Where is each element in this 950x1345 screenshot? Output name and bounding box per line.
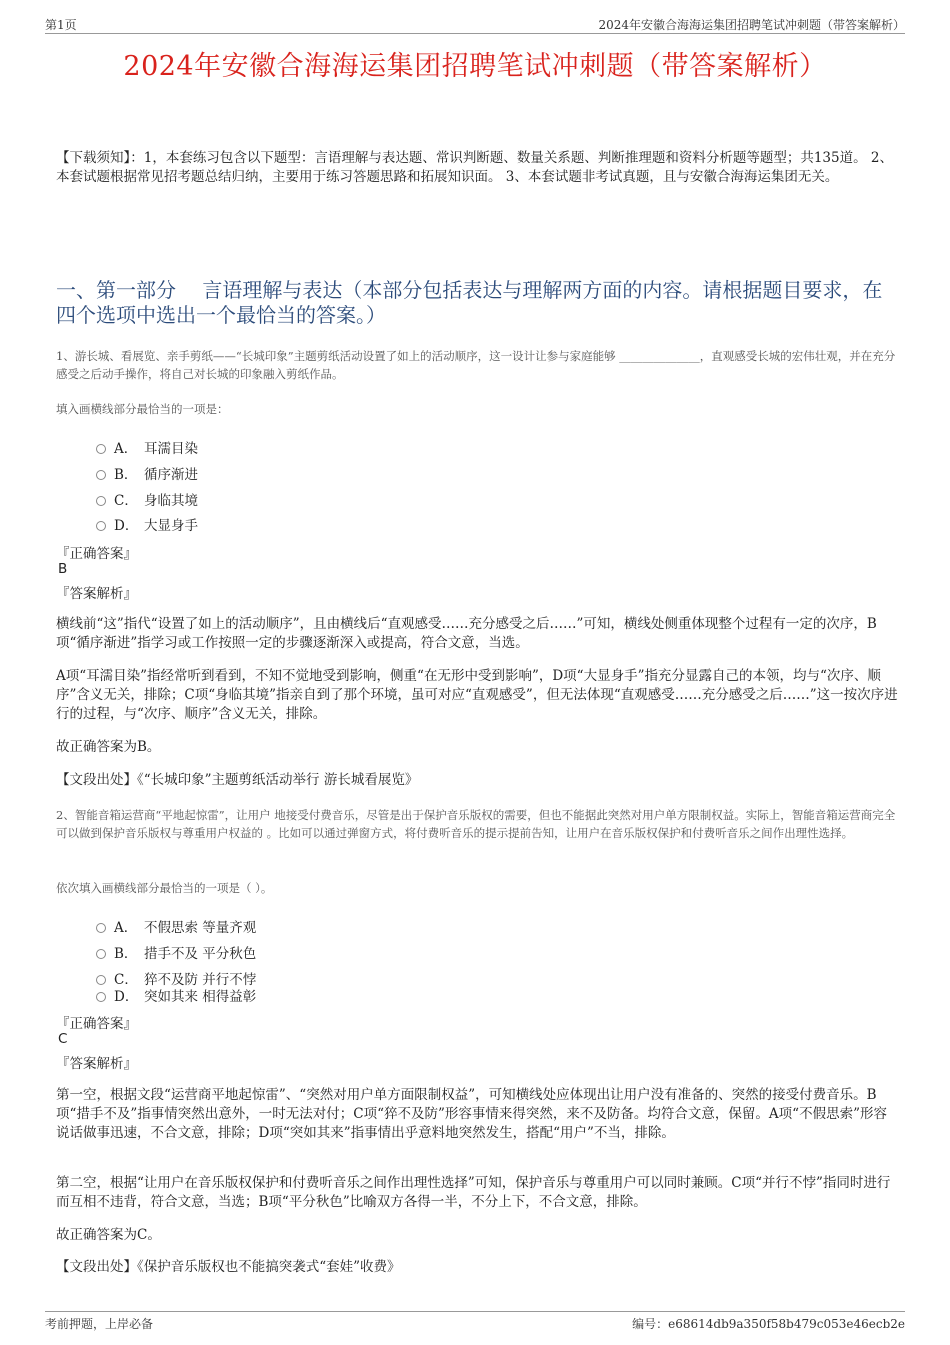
header-doc-title: 2024年安徽合海海运集团招聘笔试冲刺题（带答案解析）: [598, 18, 905, 32]
question-1-option-d[interactable]: [96, 514, 198, 534]
question-1-answer-label: 『正确答案』: [56, 546, 137, 562]
option-key: B．: [114, 946, 138, 962]
question-1-prompt: 填入画横线部分最恰当的一项是：: [56, 402, 229, 416]
option-key: D．: [114, 518, 139, 534]
question-1-option-b[interactable]: [96, 463, 198, 483]
question-1-analysis-2: A项“耳濡目染”指经常听到看到，不知不觉地受到影响，侧重“在无形中受到影响”，D项“大显身手”指充分显露自己的本领，均与“次序、顺序”含义无关，排除；C项“身临其境”指亲自到了那个环境，虽可对应“直观感受”，但无法体现“直观感受……充分感受之后……”这一按次序进行的过程，与“次序、顺序”含义无关，排除。: [56, 668, 898, 722]
option-key: C．: [114, 972, 138, 988]
question-2-analysis-1: 第一空，根据文段“运营商平地起惊雷”、“突然对用户单方面限制权益”，可知横线处应体现出让用户没有准备的、突然的接受付费音乐。B项“措手不及”指事情突然出意外，一时无法对付；C项“猝不及防”形容事情来得突然，来不及防备。均符合文意，保留。A项“不假思索”形容说话做事迅速，不合文意，排除；D项“突如其来”指事情出乎意料地突然发生，搭配“用户”不当，排除。: [56, 1087, 887, 1141]
option-key: B．: [114, 467, 138, 483]
question-2-option-b[interactable]: [96, 942, 256, 962]
radio-icon[interactable]: [96, 470, 106, 480]
option-text: 猝不及防 并行不悖: [144, 972, 257, 988]
download-notice: 【下载须知】：1，本套练习包含以下题型：言语理解与表达题、常识判断题、数量关系题、判断推理题和资料分析题等题型；共135道。 2、本套试题根据常见招考题总结归纳，主要用于练习答题思路和拓展知识面。 3、本套试题非考试真题，且与安徽合海海运集团无关。: [56, 150, 893, 185]
page-number: 第1页: [45, 18, 77, 32]
radio-icon[interactable]: [96, 975, 106, 985]
radio-icon[interactable]: [96, 521, 106, 531]
question-1-analysis-3: 故正确答案为B。: [56, 739, 161, 755]
footer-slogan: 考前押题，上岸必备: [45, 1317, 154, 1331]
footer-doc-id: 编号：e68614db9a350f58b479c053e46ecb2e: [632, 1317, 905, 1331]
question-2-option-d[interactable]: [96, 985, 256, 1005]
question-2-analysis-label: 『答案解析』: [56, 1056, 137, 1072]
radio-icon[interactable]: [96, 992, 106, 1002]
question-1-stem: 1、游长城、看展览、亲手剪纸——“长城印象”主题剪纸活动设置了如上的活动顺序，这一设计让参与家庭能够 ______________，直观感受长城的宏伟壮观，并在充分感受之后动手操作，将自己对长城的印象融入剪纸作品。: [56, 349, 896, 381]
question-2-option-a[interactable]: [96, 916, 256, 936]
option-key: D．: [114, 989, 139, 1005]
question-1-option-a[interactable]: [96, 437, 198, 457]
question-2-analysis-3: 故正确答案为C。: [56, 1227, 161, 1243]
radio-icon[interactable]: [96, 496, 106, 506]
option-key: A．: [114, 920, 138, 936]
page-header: [45, 14, 905, 34]
option-text: 措手不及 平分秋色: [144, 946, 257, 962]
section-title: 一、第一部分 言语理解与表达（本部分包括表达与理解两方面的内容。请根据题目要求，在四个选项中选出一个最恰当的答案。）: [56, 278, 883, 327]
radio-icon[interactable]: [96, 444, 106, 454]
question-2-analysis-2: 第二空，根据“让用户在音乐版权保护和付费听音乐之间作出理性选择”可知，保护音乐与尊重用户可以同时兼顾。C项“并行不悖”指同时进行而互相不违背，符合文意，当选；B项“平分秋色”比喻双方各得一半，不分上下，不合文意，排除。: [56, 1175, 891, 1210]
option-text: 突如其来 相得益彰: [144, 989, 257, 1005]
question-2-prompt: 依次填入画横线部分最恰当的一项是（ ）。: [56, 881, 273, 895]
radio-icon[interactable]: [96, 923, 106, 933]
question-1-option-c[interactable]: [96, 489, 198, 509]
question-2-answer: C: [58, 1031, 68, 1047]
option-text: 身临其境: [144, 493, 198, 509]
radio-icon[interactable]: [96, 949, 106, 959]
question-2-answer-label: 『正确答案』: [56, 1016, 137, 1032]
question-2-source: 【文段出处】《保护音乐版权也不能搞突袭式“套娃”收费》: [56, 1259, 401, 1275]
document-title: 2024年安徽合海海运集团招聘笔试冲刺题（带答案解析）: [123, 51, 827, 82]
question-2-stem: 2、智能音箱运营商“平地起惊雷”，让用户 地接受付费音乐，尽管是出于保护音乐版权的需要，但也不能据此突然对用户单方限制权益。实际上，智能音箱运营商完全可以做到保护音乐版权与尊重用户权益的 。比如可以通过弹窗方式，将付费听音乐的提示提前告知，让用户在音乐版权保护和付费听音乐之间作出理性选择。: [56, 808, 896, 840]
question-1-analysis-1: 横线前“这”指代“设置了如上的活动顺序”，且由横线后“直观感受……充分感受之后……”可知，横线处侧重体现整个过程有一定的次序，B项“循序渐进”指学习或工作按照一定的步骤逐渐深入或提高，符合文意，当选。: [56, 616, 877, 651]
page-footer: [45, 1311, 905, 1331]
option-text: 耳濡目染: [144, 441, 198, 457]
question-1-source: 【文段出处】《“长城印象”主题剪纸活动举行 游长城看展览》: [56, 772, 419, 788]
option-text: 循序渐进: [144, 467, 198, 483]
question-1-answer: B: [58, 561, 68, 577]
option-text: 大显身手: [144, 518, 198, 534]
question-1-analysis-label: 『答案解析』: [56, 586, 137, 602]
option-text: 不假思索 等量齐观: [144, 920, 257, 936]
option-key: C．: [114, 493, 138, 509]
option-key: A．: [114, 441, 138, 457]
